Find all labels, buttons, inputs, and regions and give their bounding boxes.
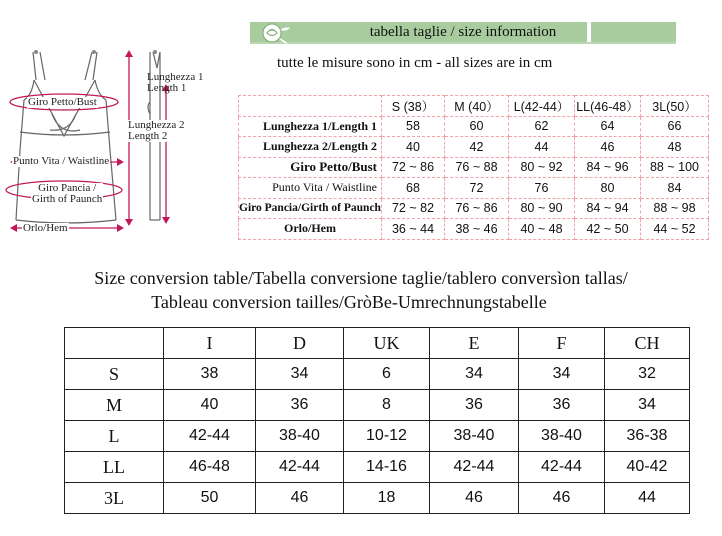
conversion-title-line2: Tableau conversion tailles/GròBe-Umrechnungstabelle [151,292,547,312]
table-cell: 40 [382,137,445,158]
table-cell: 42-44 [256,452,344,483]
table-cell: 84 ~ 94 [575,198,641,219]
table-cell: 40-42 [605,452,690,483]
table-cell: 38-40 [519,421,605,452]
table-cell: 38 ~ 46 [445,219,509,240]
table-cell: 42-44 [430,452,519,483]
label-waist: Punto Vita / Waistline [13,155,110,167]
measurement-header-row [239,96,709,117]
table-cell: 34 [519,359,605,390]
conversion-header-row [65,328,690,359]
table-cell: 36 ~ 44 [382,219,445,240]
country-col-ch: CH [605,328,690,359]
table-cell: 44 [605,483,690,514]
table-cell: 76 [509,178,575,199]
conversion-title-line1: Size conversion table/Tabella conversione taglie/tablero conversìon tallas/ [94,268,628,288]
table-cell: 62 [509,116,575,137]
row-label: Giro Petto/Bust [239,157,382,178]
table-cell: 42 [445,137,509,158]
size-col-l: L(42-44） [509,96,575,117]
table-cell: 44 [509,137,575,158]
table-cell: 18 [344,483,430,514]
table-cell: 34 [605,390,690,421]
table-cell: 46 [430,483,519,514]
row-label: Lunghezza 2/Length 2 [239,137,382,158]
table-row [239,116,709,137]
table-cell: 36 [256,390,344,421]
size-label: L [65,421,164,452]
table-cell: 42-44 [519,452,605,483]
table-cell: 34 [430,359,519,390]
table-cell: 80 [575,178,641,199]
table-row [65,390,690,421]
table-cell: 14-16 [344,452,430,483]
table-cell: 76 ~ 86 [445,198,509,219]
conversion-table [64,327,690,514]
table-cell: 80 ~ 92 [509,157,575,178]
country-col-f: F [519,328,605,359]
conversion-corner [65,328,164,359]
units-subtitle: tutte le misure sono in cm - all sizes are in cm [277,55,553,71]
table-cell: 40 [164,390,256,421]
measurement-table [238,95,709,240]
measurement-corner [239,96,382,117]
table-cell: 46 [256,483,344,514]
table-row [239,137,709,158]
label-paunch-text: Giro Pancia / Girth of Paunch [32,182,103,205]
table-cell: 88 ~ 100 [641,157,709,178]
size-label: 3L [65,483,164,514]
table-cell: 46-48 [164,452,256,483]
table-cell: 76 ~ 88 [445,157,509,178]
table-cell: 72 [445,178,509,199]
size-label: LL [65,452,164,483]
table-cell: 36-38 [605,421,690,452]
table-row [65,483,690,514]
table-cell: 58 [382,116,445,137]
table-row [65,452,690,483]
table-cell: 32 [605,359,690,390]
label-length2 [128,120,185,142]
table-cell: 68 [382,178,445,199]
table-row [239,178,709,199]
table-cell: 46 [519,483,605,514]
table-cell: 66 [641,116,709,137]
label-length1 [147,72,204,94]
table-row [239,198,709,219]
label-length1-text: Lunghezza 1 Length 1 [147,71,204,94]
label-bust: Giro Petto/Bust [28,96,97,108]
table-row [65,421,690,452]
table-cell: 6 [344,359,430,390]
size-col-m: M (40） [445,96,509,117]
table-cell: 10-12 [344,421,430,452]
row-label: Punto Vita / Waistline [239,178,382,199]
table-cell: 42-44 [164,421,256,452]
table-cell: 38 [164,359,256,390]
table-cell: 50 [164,483,256,514]
label-paunch [31,183,103,205]
table-cell: 46 [575,137,641,158]
label-length2-text: Lunghezza 2 Length 2 [128,119,185,142]
label-hem: Orlo/Hem [23,222,68,234]
table-cell: 36 [430,390,519,421]
table-cell: 84 [641,178,709,199]
country-col-uk: UK [344,328,430,359]
table-cell: 88 ~ 98 [641,198,709,219]
table-cell: 44 ~ 52 [641,219,709,240]
banner-title: tabella taglie / size information [369,24,557,40]
table-cell: 72 ~ 86 [382,157,445,178]
size-col-3l: 3L(50） [641,96,709,117]
banner-divider [587,22,591,42]
camisole-drawing [0,40,240,250]
table-cell: 60 [445,116,509,137]
country-col-d: D [256,328,344,359]
country-col-e: E [430,328,519,359]
table-cell: 36 [519,390,605,421]
table-cell: 80 ~ 90 [509,198,575,219]
table-cell: 8 [344,390,430,421]
row-label: Giro Pancia/Girth of Paunch [239,198,382,219]
table-cell: 38-40 [430,421,519,452]
size-col-ll: LL(46-48） [575,96,641,117]
table-cell: 42 ~ 50 [575,219,641,240]
table-row [239,157,709,178]
table-row [239,219,709,240]
size-col-s: S (38） [382,96,445,117]
row-label: Lunghezza 1/Length 1 [239,116,382,137]
size-info-banner [250,22,676,44]
size-label: M [65,390,164,421]
size-label: S [65,359,164,390]
table-cell: 34 [256,359,344,390]
table-cell: 64 [575,116,641,137]
table-cell: 48 [641,137,709,158]
garment-diagram [0,40,240,250]
row-label: Orlo/Hem [239,219,382,240]
table-row [65,359,690,390]
table-cell: 72 ~ 82 [382,198,445,219]
country-col-i: I [164,328,256,359]
table-cell: 38-40 [256,421,344,452]
table-cell: 40 ~ 48 [509,219,575,240]
table-cell: 84 ~ 96 [575,157,641,178]
